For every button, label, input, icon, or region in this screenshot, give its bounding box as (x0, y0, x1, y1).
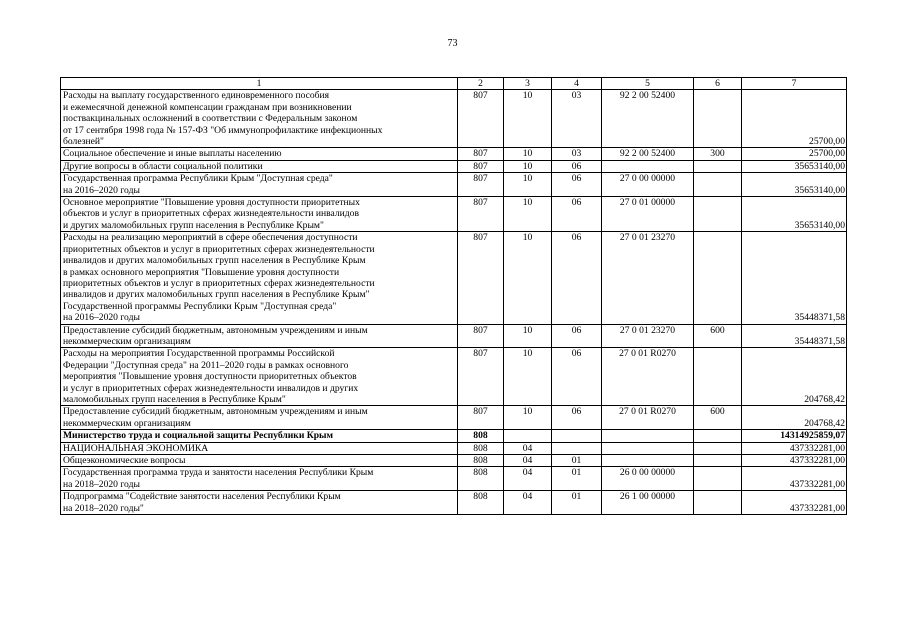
cell-target-code (602, 442, 694, 454)
table-row (61, 90, 847, 148)
table-row (61, 467, 847, 491)
header-cell-name: 1 (61, 78, 458, 90)
cell-subsection-code: 06 (552, 232, 602, 324)
cell-subsection-code: 01 (552, 491, 602, 515)
cell-name: Расходы на выплату государственного единовременного пособия и ежемесячной денежной компенсации гражданам при возникновении поствакцинальных осложнений в соответствии с Федеральным законом от 17 сентября 1998 года № 157-ФЗ "Об иммунопрофилактике инфекционных болезней" (61, 90, 458, 148)
cell-section-code: 04 (504, 455, 552, 467)
cell-expense-code (694, 90, 742, 148)
cell-target-code: 27 0 01 00000 (602, 197, 694, 232)
cell-name: Подпрограмма "Содействие занятости населения Республики Крым на 2018–2020 годы" (61, 491, 458, 515)
cell-amount: 35653140,00 (742, 160, 847, 172)
budget-table (60, 77, 847, 515)
cell-expense-code (694, 348, 742, 406)
cell-ministry-code: 808 (458, 467, 504, 491)
table-row (61, 160, 847, 172)
cell-target-code: 26 1 00 00000 (602, 491, 694, 515)
cell-expense-code (694, 491, 742, 515)
cell-amount: 25700,00 (742, 90, 847, 148)
header-cell-amount: 7 (742, 78, 847, 90)
header-cell-expense: 6 (694, 78, 742, 90)
table-row (61, 324, 847, 348)
cell-subsection-code: 06 (552, 197, 602, 232)
cell-expense-code (694, 467, 742, 491)
cell-amount: 35448371,58 (742, 232, 847, 324)
cell-amount: 437332281,00 (742, 455, 847, 467)
cell-ministry-code: 808 (458, 491, 504, 515)
cell-name: Социальное обеспечение и иные выплаты населению (61, 148, 458, 160)
cell-expense-code (694, 197, 742, 232)
cell-target-code (602, 455, 694, 467)
cell-section-code: 10 (504, 160, 552, 172)
cell-subsection-code: 06 (552, 324, 602, 348)
cell-section-code: 10 (504, 232, 552, 324)
cell-ministry-code: 807 (458, 148, 504, 160)
cell-name: Основное мероприятие "Повышение уровня доступности приоритетных объектов и услуг в приоритетных сферах жизнедеятельности инвалидов и других маломобильных групп населения в Республике Крым" (61, 197, 458, 232)
cell-target-code (602, 160, 694, 172)
cell-subsection-code: 06 (552, 348, 602, 406)
cell-target-code: 92 2 00 52400 (602, 148, 694, 160)
table-row (61, 173, 847, 197)
cell-name: Расходы на реализацию мероприятий в сфере обеспечения доступности приоритетных объектов и услуг в приоритетных сферах жизнедеятельности инвалидов и других маломобильных групп населения в Республике Крым в рамках основного мероприятия "Повышение уровня доступности приоритетных объектов и услуг в приоритетных сферах жизнедеятельности инвалидов и других маломобильных групп населения в Республике Крым" Государственной программы Республики Крым "Доступная среда" на 2016–2020 годы (61, 232, 458, 324)
cell-amount: 25700,00 (742, 148, 847, 160)
table-row (61, 232, 847, 324)
cell-target-code: 26 0 00 00000 (602, 467, 694, 491)
cell-name: Предоставление субсидий бюджетным, автономным учреждениям и иным некоммерческим организациям (61, 324, 458, 348)
cell-section-code: 10 (504, 197, 552, 232)
table-row (61, 406, 847, 430)
table-body (61, 78, 847, 515)
cell-subsection-code (552, 442, 602, 454)
cell-expense-code (694, 442, 742, 454)
cell-section-code: 10 (504, 148, 552, 160)
cell-amount: 35653140,00 (742, 197, 847, 232)
cell-expense-code (694, 160, 742, 172)
table-row (61, 197, 847, 232)
cell-amount: 14314925859,07 (742, 430, 847, 442)
header-cell-target: 5 (602, 78, 694, 90)
header-cell-ministry: 2 (458, 78, 504, 90)
cell-subsection-code: 06 (552, 160, 602, 172)
cell-expense-code (694, 173, 742, 197)
cell-name: Государственная программа труда и занятости населения Республики Крым на 2018–2020 годы (61, 467, 458, 491)
cell-section-code: 04 (504, 491, 552, 515)
cell-name: Расходы на мероприятия Государственной программы Российской Федерации "Доступная среда" на 2011–2020 годы в рамках основного мероприятия "Повышение уровня доступности приоритетных объектов и услуг в приоритетных сферах жизнедеятельности инвалидов и других маломобильных групп населения в Республике Крым" (61, 348, 458, 406)
cell-expense-code: 300 (694, 148, 742, 160)
cell-target-code: 27 0 01 R0270 (602, 348, 694, 406)
cell-subsection-code: 01 (552, 467, 602, 491)
cell-section-code (504, 430, 552, 442)
cell-amount: 437332281,00 (742, 442, 847, 454)
table-row (61, 455, 847, 467)
cell-expense-code: 600 (694, 406, 742, 430)
cell-subsection-code: 06 (552, 173, 602, 197)
cell-ministry-code: 807 (458, 406, 504, 430)
cell-target-code: 27 0 01 23270 (602, 232, 694, 324)
cell-expense-code (694, 430, 742, 442)
table-row (61, 148, 847, 160)
cell-ministry-code: 807 (458, 197, 504, 232)
cell-ministry-code: 808 (458, 455, 504, 467)
cell-ministry-code: 807 (458, 232, 504, 324)
cell-expense-code (694, 455, 742, 467)
cell-expense-code (694, 232, 742, 324)
cell-name: Предоставление субсидий бюджетным, автономным учреждениям и иным некоммерческим организациям (61, 406, 458, 430)
cell-subsection-code: 03 (552, 90, 602, 148)
cell-amount: 437332281,00 (742, 491, 847, 515)
table-row (61, 430, 847, 442)
cell-expense-code: 600 (694, 324, 742, 348)
cell-target-code: 27 0 00 00000 (602, 173, 694, 197)
table-header-row (61, 78, 847, 90)
cell-subsection-code: 03 (552, 148, 602, 160)
cell-name: Общеэкономические вопросы (61, 455, 458, 467)
cell-section-code: 10 (504, 324, 552, 348)
cell-ministry-code: 807 (458, 90, 504, 148)
header-cell-subsection: 4 (552, 78, 602, 90)
cell-ministry-code: 808 (458, 442, 504, 454)
cell-target-code: 27 0 01 R0270 (602, 406, 694, 430)
table-row (61, 442, 847, 454)
cell-ministry-code: 807 (458, 324, 504, 348)
cell-subsection-code (552, 430, 602, 442)
cell-section-code: 04 (504, 467, 552, 491)
cell-amount: 437332281,00 (742, 467, 847, 491)
cell-name: Другие вопросы в области социальной политики (61, 160, 458, 172)
cell-section-code: 04 (504, 442, 552, 454)
cell-subsection-code: 06 (552, 406, 602, 430)
cell-amount: 204768,42 (742, 348, 847, 406)
cell-section-code: 10 (504, 406, 552, 430)
cell-section-code: 10 (504, 348, 552, 406)
cell-ministry-code: 808 (458, 430, 504, 442)
cell-amount: 35448371,58 (742, 324, 847, 348)
cell-target-code (602, 430, 694, 442)
cell-target-code: 92 2 00 52400 (602, 90, 694, 148)
page-number: 73 (447, 38, 458, 49)
cell-subsection-code: 01 (552, 455, 602, 467)
cell-ministry-code: 807 (458, 160, 504, 172)
cell-target-code: 27 0 01 23270 (602, 324, 694, 348)
table-row (61, 491, 847, 515)
cell-amount: 204768,42 (742, 406, 847, 430)
cell-ministry-code: 807 (458, 173, 504, 197)
cell-amount: 35653140,00 (742, 173, 847, 197)
cell-section-code: 10 (504, 173, 552, 197)
cell-name: НАЦИОНАЛЬНАЯ ЭКОНОМИКА (61, 442, 458, 454)
header-cell-section: 3 (504, 78, 552, 90)
cell-section-code: 10 (504, 90, 552, 148)
table-row (61, 348, 847, 406)
cell-ministry-code: 807 (458, 348, 504, 406)
cell-name: Государственная программа Республики Крым "Доступная среда" на 2016–2020 годы (61, 173, 458, 197)
cell-name: Министерство труда и социальной защиты Республики Крым (61, 430, 458, 442)
